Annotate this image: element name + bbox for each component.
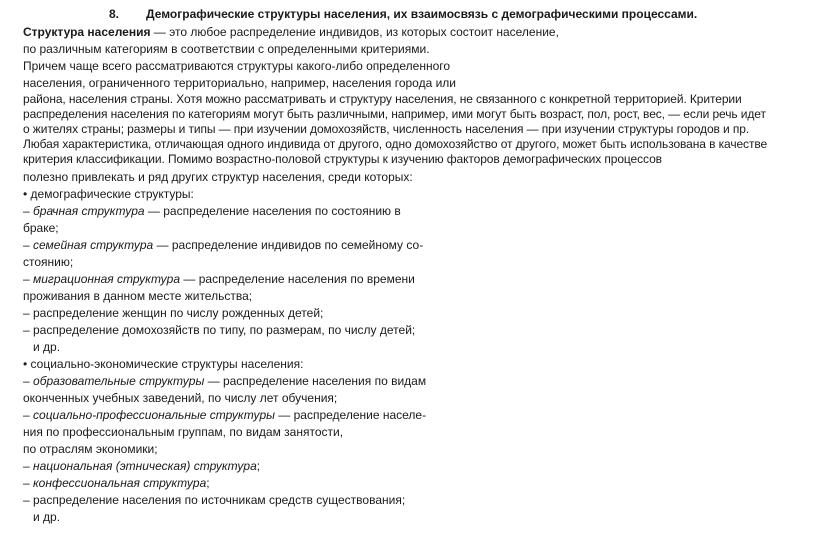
professional-structure-term: социально-профессиональные структуры bbox=[33, 408, 275, 422]
demographic-structures-header: • демографические структуры: bbox=[23, 187, 194, 201]
list-item-professional: – социально-профессиональные структуры — распределение населе- bbox=[23, 408, 427, 422]
intro-line-3: Причем чаще всего рассматриваются структуры какого-либо определенного bbox=[23, 59, 451, 73]
list-item-education-cont: оконченных учебных заведений, по числу лет обучения; bbox=[23, 391, 338, 405]
list-item-migration: – миграционная структура — распределение населения по времени bbox=[23, 272, 415, 286]
family-structure-term: семейная структура bbox=[33, 238, 154, 252]
migration-structure-term: миграционная структура bbox=[33, 272, 181, 286]
intro-line-5: района, населения страны. Хотя можно рассматривать и структуру населения, не связанного с конкретной территорией. Критерии bbox=[23, 92, 742, 106]
intro-line-4: населения, ограниченного территориально, например, населения города или bbox=[23, 76, 456, 90]
education-structure-term: образовательные структуры bbox=[33, 374, 205, 388]
intro-line-8: Любая характеристика, отличающая одного индивида от другого, одно домохозяйство от другого, может быть использована в качестве bbox=[23, 137, 768, 151]
list-item-national: – национальная (этническая) структура; bbox=[23, 459, 261, 473]
list-item-education: – образовательные структуры — распределение населения по видам bbox=[23, 374, 427, 388]
marriage-structure-term: брачная структура bbox=[33, 204, 145, 218]
list-item-family-cont: стоянию; bbox=[23, 255, 74, 269]
list-item-professional-cont-2: по отраслям экономики; bbox=[23, 442, 158, 456]
section-number: 8. bbox=[109, 7, 120, 21]
list-item-professional-cont-1: ния по профессиональным группам, по видам занятости, bbox=[23, 425, 344, 439]
intro-line-6: распределения населения по категориям могут быть различными, например, ими могут быть возраст, пол, рост, вес, — если речь идет bbox=[23, 107, 766, 121]
national-structure-term: национальная (этническая) структура bbox=[33, 459, 257, 473]
list-item-women: – распределение женщин по числу рожденных детей; bbox=[23, 306, 324, 320]
section-title: Демографические структуры населения, их взаимосвязь с демографическими процессами. bbox=[146, 7, 698, 21]
list-item-marriage-cont: браке; bbox=[23, 221, 59, 235]
list-item-income: – распределение населения по источникам средств существования; bbox=[23, 493, 406, 507]
intro-line-1: Структура населения — это любое распределение индивидов, из которых состоит население, bbox=[23, 25, 559, 39]
section-heading bbox=[23, 6, 823, 23]
socioeconomic-structures-header: • социально-экономические структуры населения: bbox=[23, 357, 304, 371]
intro-line-2: по различным категориям в соответствии с определенными критериями. bbox=[23, 42, 430, 56]
list-item-etc-socioeconomic: и др. bbox=[33, 510, 61, 524]
list-item-marriage: – брачная структура — распределение населения по состоянию в bbox=[23, 204, 401, 218]
population-structure-term: Структура населения bbox=[23, 25, 151, 39]
intro-line-9: критерия классификации. Помимо возрастно-половой структуры к изучению факторов демографических процессов bbox=[23, 152, 662, 166]
intro-line-7: о жителях страны; размеры и типы — при изучении домохозяйств, численность населения — при изучении структуры городов и пр. bbox=[23, 122, 750, 136]
confessional-structure-term: конфессиональная структура bbox=[33, 476, 207, 490]
list-item-family: – семейная структура — распределение индивидов по семейному со- bbox=[23, 238, 424, 252]
intro-line-10: полезно привлекать и ряд других структур населения, среди которых: bbox=[23, 170, 413, 184]
document-page bbox=[23, 6, 823, 526]
list-item-confessional: – конфессиональная структура; bbox=[23, 476, 210, 490]
list-item-etc-demographic: и др. bbox=[33, 340, 61, 354]
list-item-households: – распределение домохозяйств по типу, по размерам, по числу детей; bbox=[23, 323, 416, 337]
list-item-migration-cont: проживания в данном месте жительства; bbox=[23, 289, 253, 303]
